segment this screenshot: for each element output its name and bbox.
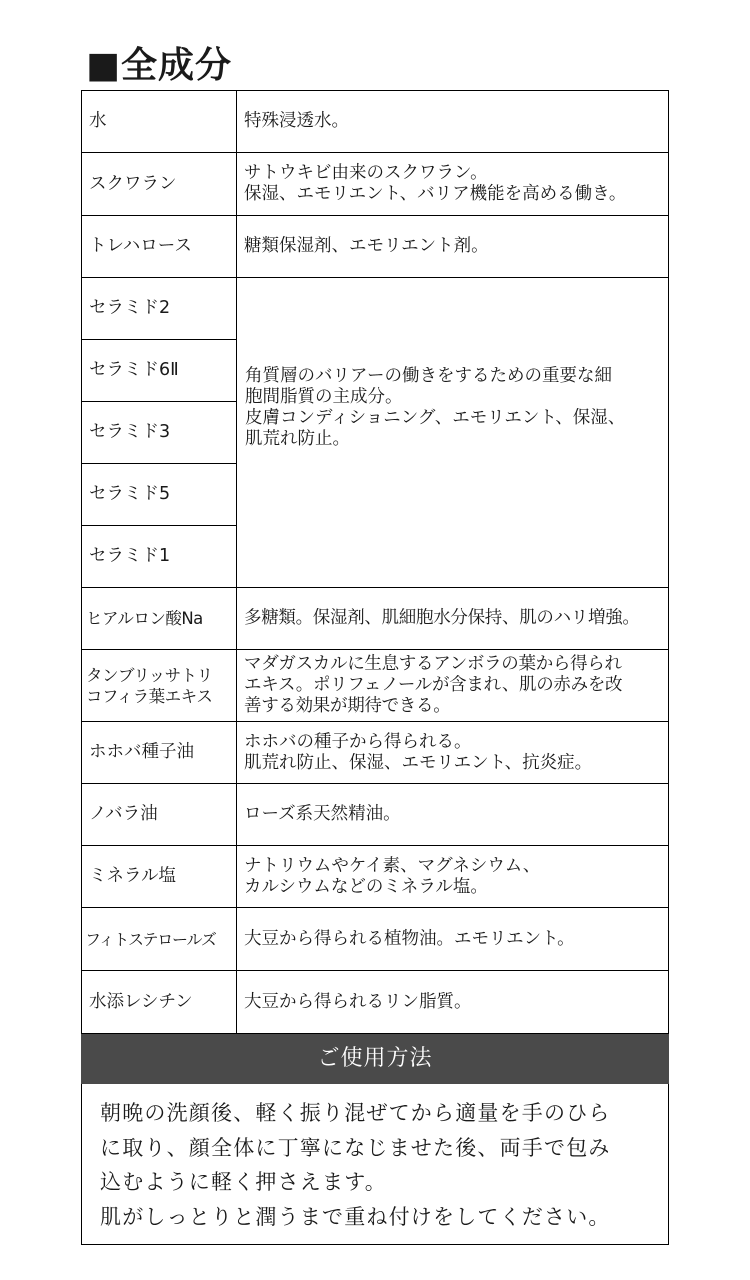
desc-line: ホホバの種子から得られる。 [244, 731, 472, 752]
table-row [82, 216, 669, 278]
ingredient-name: ヒアルロン酸Na [82, 588, 237, 650]
desc-line: ローズ系天然精油。 [244, 804, 401, 824]
ingredient-desc [237, 153, 669, 216]
desc-line: ナトリウムやケイ素、マグネシウム、 [244, 855, 541, 876]
ingredient-name: ノバラ油 [82, 784, 237, 846]
ingredient-desc [237, 971, 669, 1034]
ingredient-name: トレハロース [82, 216, 237, 278]
ingredient-desc [237, 846, 669, 908]
ingredients-table [81, 90, 669, 1034]
ingredient-name: スクワラン [82, 153, 237, 216]
desc-line: 肌荒れ防止。 [245, 428, 350, 449]
name-line: コフィラ葉エキス [86, 686, 213, 706]
table-row [82, 908, 669, 971]
usage-heading: ご使用方法 [81, 1034, 669, 1084]
ingredient-name: フィトステロールズ [82, 908, 237, 971]
usage-line: 込むように軽く押さえます。 [100, 1170, 387, 1194]
ingredient-name [82, 650, 237, 722]
ingredient-name: セラミド3 [82, 402, 237, 464]
ingredient-name: セラミド5 [82, 464, 237, 526]
ingredient-name: セラミド6Ⅱ [82, 340, 237, 402]
ingredient-desc [237, 650, 669, 722]
table-row [82, 722, 669, 784]
table-row [82, 846, 669, 908]
name-line: タンブリッサトリ [86, 665, 213, 685]
ingredient-desc [237, 216, 669, 278]
table-row [82, 91, 669, 153]
desc-line: マダガスカルに生息するアンボラの葉から得られ [244, 654, 622, 674]
desc-line: 特殊浸透水。 [244, 111, 349, 131]
table-row [82, 650, 669, 722]
page-title: ■全成分 [86, 45, 233, 86]
usage-line: に取り、顔全体に丁寧になじませた後、両手で包み [100, 1135, 611, 1160]
desc-line: 胞間脂質の主成分。 [245, 386, 403, 407]
usage-line: 肌がしっとりと潤うまで重ね付けをしてください。 [100, 1204, 611, 1229]
desc-line: 保湿、エモリエント、バリア機能を高める働き。 [244, 184, 627, 204]
desc-line: 多糖類。保湿剤、肌細胞水分保持、肌のハリ増強。 [244, 608, 640, 628]
table-row [82, 588, 669, 650]
table-row [82, 784, 669, 846]
ingredient-name: セラミド2 [82, 278, 237, 340]
ingredient-desc [237, 908, 669, 971]
table-row [82, 278, 669, 340]
ingredient-name: セラミド1 [82, 526, 237, 588]
ingredient-name: ホホバ種子油 [82, 722, 237, 784]
usage-text [100, 1096, 656, 1234]
desc-line: 肌荒れ防止、保湿、エモリエント、抗炎症。 [244, 752, 593, 773]
ingredient-desc [237, 588, 669, 650]
desc-line: 善する効果が期待できる。 [244, 696, 451, 716]
ingredient-name: ミネラル塩 [82, 846, 237, 908]
ingredient-desc [237, 784, 669, 846]
desc-line: サトウキビ由来のスクワラン。 [244, 163, 488, 183]
table-row [82, 153, 669, 216]
desc-line: エキス。ポリフェノールが含まれ、肌の赤みを改 [244, 675, 623, 695]
ceramide-desc [237, 278, 669, 588]
ingredient-name: 水 [82, 91, 237, 153]
ingredient-name: 水添レシチン [82, 971, 237, 1034]
table-row [82, 971, 669, 1034]
ingredient-desc [237, 91, 669, 153]
desc-line: 角質層のバリアーの働きをするための重要な細 [245, 365, 612, 386]
desc-line: 皮膚コンディショニング、エモリエント、保湿、 [245, 407, 626, 428]
usage-line: 朝晩の洗顔後、軽く振り混ぜてから適量を手のひら [100, 1101, 611, 1125]
ingredient-desc [237, 722, 669, 784]
desc-line: カルシウムなどのミネラル塩。 [244, 876, 488, 897]
desc-line: 大豆から得られる植物油。エモリエント。 [244, 928, 575, 949]
desc-line: 大豆から得られるリン脂質。 [244, 991, 472, 1012]
desc-line: 糖類保湿剤、エモリエント剤。 [244, 236, 489, 256]
